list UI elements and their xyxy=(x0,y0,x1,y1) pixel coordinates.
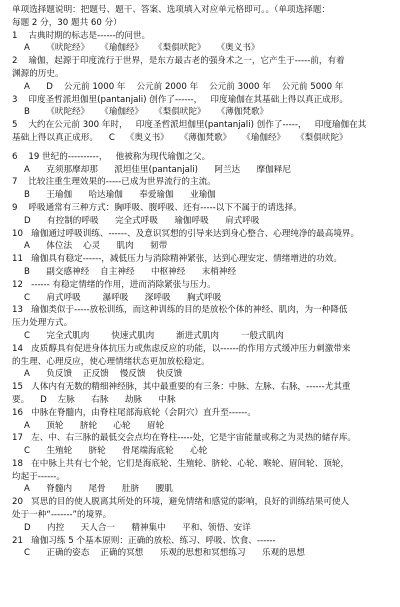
question-17: 17 左、中、右三脉的最低交会点均在脊柱-----处，它是宇宙能量或称之为灵热的储存库。 xyxy=(12,433,357,444)
question-14: 14 皮质醇具有促进身体抗压力或焦虑反应的功能，以------的作用方式缓冲压力刺激带来 xyxy=(12,343,351,354)
question-11: 11 瑜伽具有稳定------，减低压力与消除精神紧张，达到心理安定、情绪增进的功效。 xyxy=(12,254,342,265)
question-13-options: C 完全式肌肉 快速式肌肉 渐进式肌肉 一般式肌肉 xyxy=(24,330,284,341)
question-2: 2 瑜伽，起源于印度流行于世界，是东方最古老的强身术之一，它产生于-----前，有着 xyxy=(12,56,345,67)
question-20-options: D 内控 天人合一 精神集中 平和、领悟、安详 xyxy=(24,522,251,533)
question-5: 5 大约在公元前 300 年时， 印度圣哲派坦伽里(pantanjali) 创作了-----， 印度瑜伽在其 xyxy=(12,120,367,131)
question-7: 7 比较注重生理效果的-----已成为世界流行的主流。 xyxy=(12,177,216,188)
question-3-options: B 《吠陀经》 《瑜伽经》 《梨俱吠陀》 《薄伽梵歌》 xyxy=(24,107,269,118)
question-12: 12 ------ 有稳定情绪的作用，进而消除紧张与压力。 xyxy=(12,279,216,290)
question-1: 1 古典时期的标志是------的问世。 xyxy=(12,30,151,41)
question-10-options: A 体位法 心灵 肌肉 韧带 xyxy=(24,241,168,252)
instructions-line-2: 每题 2 分，30 题共 60 分） xyxy=(12,17,122,28)
question-9-options: D 有控制的呼吸 完全式呼吸 瑜伽呼吸 肩式呼吸 xyxy=(24,215,260,226)
question-7-options: B 王瑜伽 哈达瑜伽 奉爱瑜伽 业瑜伽 xyxy=(24,190,216,201)
question-21-options: C 正确的姿态 正确的冥想 乐观的思想和冥想练习 乐观的思想 xyxy=(24,548,305,559)
question-12-options: C 肩式呼吸 瀑呼吸 深呼吸 胸式呼吸 xyxy=(24,292,222,303)
question-20: 20 冥思的目的使人脱离其所处的环境，避免情绪和感觉的影响，良好的训练结果可使人 xyxy=(12,497,350,508)
question-14-cont: 的生理、心理反应，使心理情绪状态更加放松稳定。 xyxy=(12,356,210,367)
question-14-options: A 负反馈 正反馈 慢反馈 快反馈 xyxy=(24,369,183,380)
question-9: 9 呼吸通常有三种方式：胸呼吸、腹呼吸、还有-----以下不属于的请选择。 xyxy=(12,202,302,213)
instructions-line-1: 单项选择题说明：把题号、题干、答案、选项填入对应单元格即可。。（单项选择题： xyxy=(12,5,330,15)
question-2-options: A D 公元前 1000 年 公元前 2000 年 公元前 3000 年 公元前 5000 年 xyxy=(24,81,344,92)
question-20-cont: 处于一种“-------”的境界。 xyxy=(12,510,112,521)
question-6-options: A 克须那摩却那 派坦佳里(pantanjali) 阿兰达 摩伽释尼 xyxy=(24,164,291,175)
question-16-options: A 顶轮 脐轮 心轮 眉轮 xyxy=(24,420,165,431)
question-11-options: B 副交感神经 自主神经 中枢神经 末梢神经 xyxy=(24,266,237,277)
question-18-options: A 脊髓内 尾骨 肚脐 腰肌 xyxy=(24,484,173,495)
question-2-cont: 渊源的历史。 xyxy=(12,68,64,79)
question-17-options: C 生殖轮 脐轮 骨尾端海底轮 心轮 xyxy=(24,446,208,457)
question-1-options: A 《吠陀经》 《瑜伽经》 《梨俱吠陀》 《奥义书》 xyxy=(24,43,260,54)
question-15-cont: 要。 D 左脉 右脉 劫脉 中脉 xyxy=(12,394,176,405)
question-16: 16 中脉在脊髓内，由脊柱尾部海底轮（会阴穴）直升至------。 xyxy=(12,407,256,418)
question-13-cont: 压力处理方式。 xyxy=(12,318,73,329)
question-3: 3 印度圣哲派坦伽里(pantanjali) 创作了------， 印度瑜伽在其基础上得以真正成形。 xyxy=(12,94,348,105)
question-6: 6 19 世纪的----------， 他被称为现代瑜伽之父。 xyxy=(12,151,211,162)
question-18-cont: 均起于------。 xyxy=(12,471,65,482)
question-5-cont: 基础上得以真正成形。 C 《奥义书》 《薄伽梵歌》 《瑜伽经》 《梨俱吠陀》 xyxy=(12,132,348,143)
question-18: 18 在中脉上共有七个轮，它们是海底轮、生殖轮、脐轮、心轮、喉轮、眉间轮、顶轮， xyxy=(12,458,350,469)
question-13: 13 瑜伽类似于-----放松训练，而这种训练的目的是放松个体的神经、肌肉，为一种降低 xyxy=(12,305,348,316)
question-21: 21 瑜伽习练 5 个基本原则：正确的放松、练习、呼吸、饮食、------ xyxy=(12,535,276,546)
question-10: 10 瑜伽通过呼吸训练、------、及意识冥想的引导来达到身心整合、心理纯净的最高境界。 xyxy=(12,228,360,239)
question-15: 15 人体内有无数的精细神经脉，其中最重要的有三条：中脉、左脉、右脉，------尤其重 xyxy=(12,382,351,393)
